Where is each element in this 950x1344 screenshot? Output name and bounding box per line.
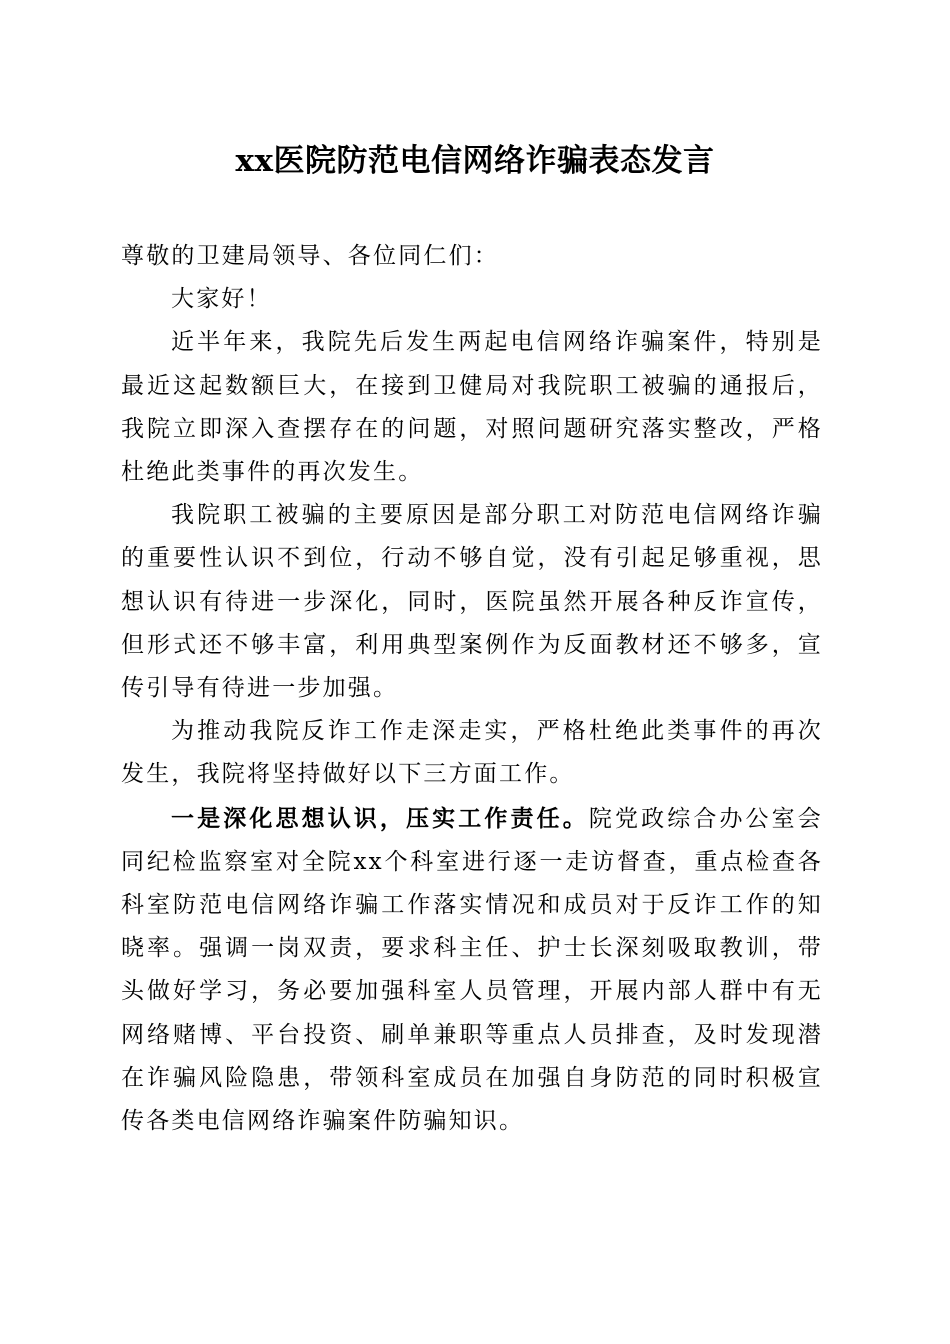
- greeting: 大家好！: [171, 286, 272, 313]
- point-one-lead: 一是深化思想认识，压实工作责任。: [171, 804, 589, 832]
- paragraph-point-one: [121, 797, 823, 1144]
- document-body: [121, 235, 823, 1143]
- paragraph-background: 近半年来，我院先后发生两起电信网络诈骗案件，特别是最近这起数额巨大，在接到卫健局对我院职工被骗的通报后，我院立即深入查摆存在的问题，对照问题研究落实整改，严格杜绝此类事件的再次发生。: [121, 329, 823, 486]
- paragraph-causes: 我院职工被骗的主要原因是部分职工对防范电信网络诈骗的重要性认识不到位，行动不够自觉，没有引起足够重视，思想认识有待进一步深化，同时，医院虽然开展各种反诈宣传，但形式还不够丰富，利用典型案例作为反面教材还不够多，宣传引导有待进一步加强。: [121, 502, 823, 702]
- document-title: xx医院防范电信网络诈骗表态发言: [235, 143, 715, 179]
- salutation: 尊敬的卫建局领导、各位同仁们：: [121, 243, 499, 269]
- paragraph-commitment: 为推动我院反诈工作走深走实，严格杜绝此类事件的再次发生，我院将坚持做好以下三方面工作。: [121, 718, 823, 788]
- point-one-text: 院党政综合办公室会同纪检监察室对全院xx个科室进行逐一走访督查，重点检查各科室防范电信网络诈骗工作落实情况和成员对于反诈工作的知晓率。强调一岗双责，要求科主任、护士长深刻吸取教训，带头做好学习，务必要加强科室人员管理，开展内部人群中有无网络赌博、平台投资、刷单兼职等重点人员排查，及时发现潜在诈骗风险隐患，带领科室成员在加强自身防范的同时积极宣传各类电信网络诈骗案件防骗知识。: [121, 805, 823, 1135]
